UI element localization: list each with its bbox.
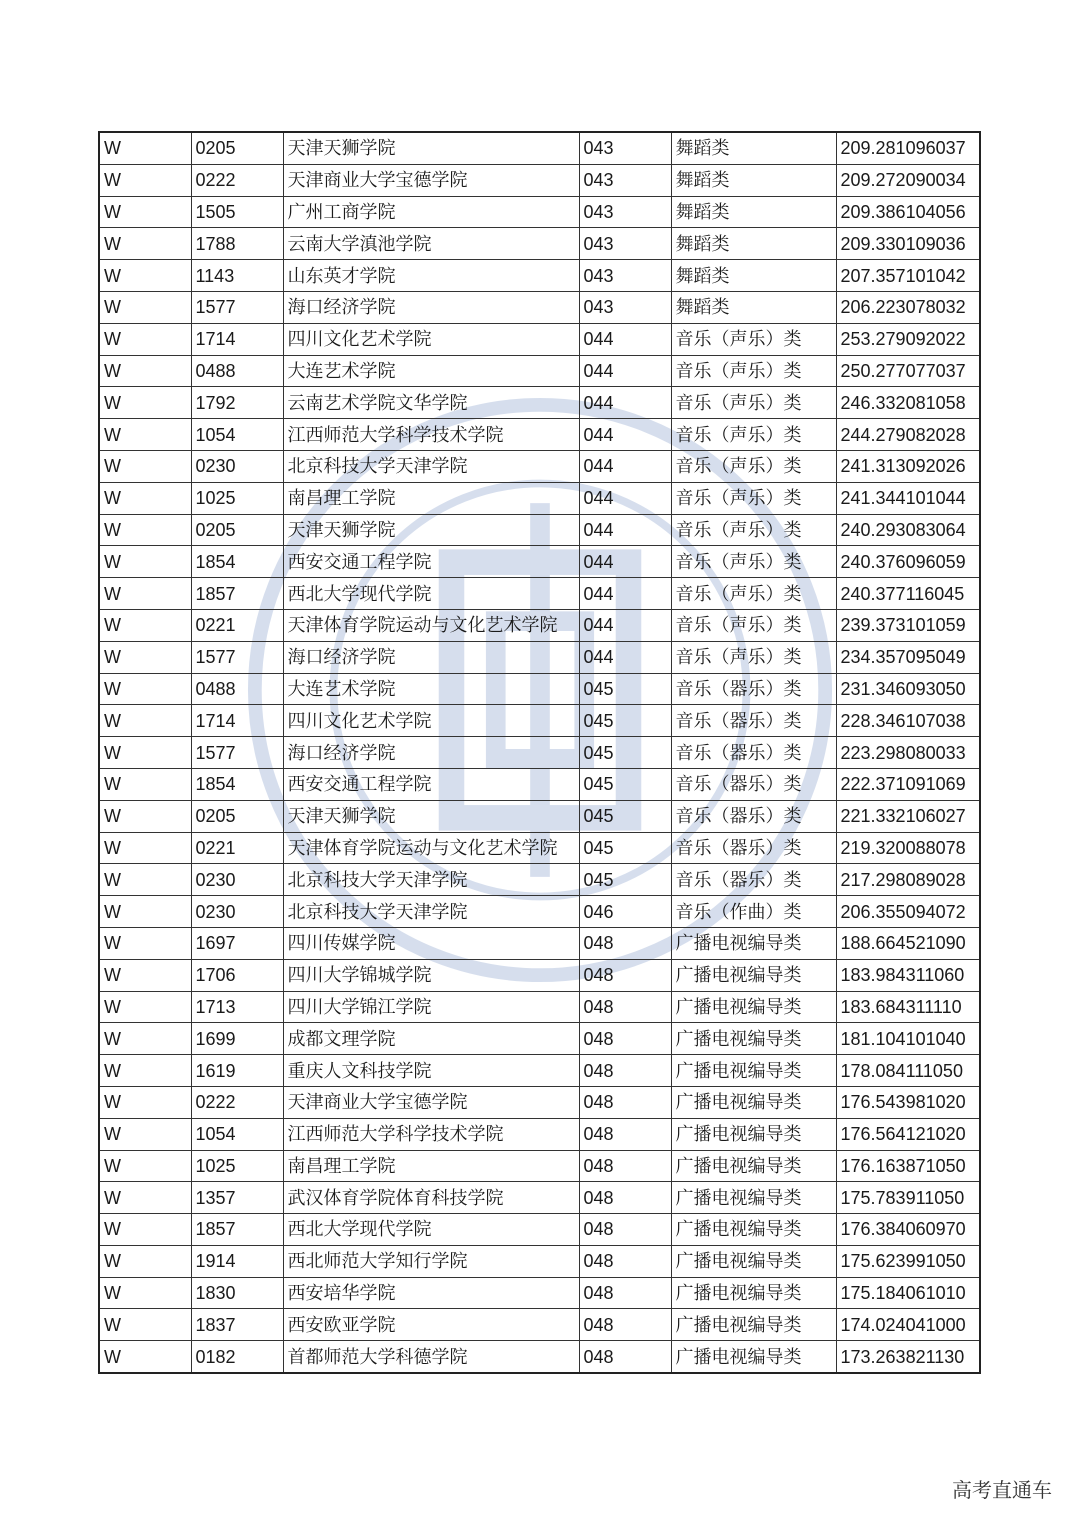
score-cell: 222.371091069 — [836, 768, 980, 800]
table-row — [99, 419, 980, 451]
batch-cell: W — [99, 927, 191, 959]
school-name-cell: 西北大学现代学院 — [283, 578, 579, 610]
school-name-cell: 天津商业大学宝德学院 — [283, 1086, 579, 1118]
batch-cell: W — [99, 1182, 191, 1214]
category-code-cell: 043 — [579, 228, 671, 260]
school-name-cell: 重庆人文科技学院 — [283, 1055, 579, 1087]
table-row — [99, 800, 980, 832]
batch-cell: W — [99, 132, 191, 164]
category-name-cell: 音乐（器乐）类 — [671, 737, 836, 769]
table-row — [99, 1118, 980, 1150]
batch-cell: W — [99, 991, 191, 1023]
school-name-cell: 西安交通工程学院 — [283, 546, 579, 578]
score-cell: 206.355094072 — [836, 896, 980, 928]
school-code-cell: 0205 — [191, 514, 283, 546]
category-code-cell: 048 — [579, 959, 671, 991]
school-name-cell: 江西师范大学科学技术学院 — [283, 1118, 579, 1150]
table-row — [99, 832, 980, 864]
category-code-cell: 044 — [579, 514, 671, 546]
table-row — [99, 1214, 980, 1246]
school-code-cell: 1854 — [191, 768, 283, 800]
batch-cell: W — [99, 196, 191, 228]
category-code-cell: 043 — [579, 291, 671, 323]
school-name-cell: 云南艺术学院文华学院 — [283, 387, 579, 419]
category-code-cell: 048 — [579, 1086, 671, 1118]
category-code-cell: 044 — [579, 482, 671, 514]
batch-cell: W — [99, 450, 191, 482]
table-row — [99, 1182, 980, 1214]
table-row — [99, 609, 980, 641]
score-cell: 176.384060970 — [836, 1214, 980, 1246]
table-row — [99, 1055, 980, 1087]
score-cell: 240.377116045 — [836, 578, 980, 610]
category-name-cell: 音乐（器乐）类 — [671, 864, 836, 896]
category-name-cell: 舞蹈类 — [671, 196, 836, 228]
category-code-cell: 045 — [579, 768, 671, 800]
category-name-cell: 音乐（器乐）类 — [671, 800, 836, 832]
batch-cell: W — [99, 959, 191, 991]
batch-cell: W — [99, 800, 191, 832]
score-cell: 240.293083064 — [836, 514, 980, 546]
category-name-cell: 舞蹈类 — [671, 164, 836, 196]
school-name-cell: 北京科技大学天津学院 — [283, 450, 579, 482]
score-cell: 183.984311060 — [836, 959, 980, 991]
school-code-cell: 1699 — [191, 1023, 283, 1055]
category-name-cell: 广播电视编导类 — [671, 927, 836, 959]
school-code-cell: 0230 — [191, 896, 283, 928]
school-name-cell: 成都文理学院 — [283, 1023, 579, 1055]
score-cell: 209.386104056 — [836, 196, 980, 228]
category-code-cell: 048 — [579, 1341, 671, 1373]
score-cell: 241.344101044 — [836, 482, 980, 514]
table-row — [99, 705, 980, 737]
school-name-cell: 北京科技大学天津学院 — [283, 864, 579, 896]
category-code-cell: 044 — [579, 450, 671, 482]
school-code-cell: 1577 — [191, 291, 283, 323]
table-row — [99, 228, 980, 260]
category-code-cell: 044 — [579, 578, 671, 610]
school-code-cell: 1706 — [191, 959, 283, 991]
school-name-cell: 江西师范大学科学技术学院 — [283, 419, 579, 451]
score-cell: 246.332081058 — [836, 387, 980, 419]
batch-cell: W — [99, 419, 191, 451]
category-name-cell: 舞蹈类 — [671, 228, 836, 260]
school-name-cell: 四川传媒学院 — [283, 927, 579, 959]
score-cell: 228.346107038 — [836, 705, 980, 737]
score-cell: 178.084111050 — [836, 1055, 980, 1087]
school-code-cell: 1505 — [191, 196, 283, 228]
school-code-cell: 1054 — [191, 419, 283, 451]
batch-cell: W — [99, 641, 191, 673]
table-row — [99, 1023, 980, 1055]
score-cell: 223.298080033 — [836, 737, 980, 769]
school-code-cell: 0221 — [191, 609, 283, 641]
score-cell: 221.332106027 — [836, 800, 980, 832]
batch-cell: W — [99, 482, 191, 514]
category-code-cell: 043 — [579, 132, 671, 164]
score-cell: 174.024041000 — [836, 1309, 980, 1341]
batch-cell: W — [99, 768, 191, 800]
school-name-cell: 大连艺术学院 — [283, 355, 579, 387]
category-code-cell: 044 — [579, 387, 671, 419]
school-code-cell: 0230 — [191, 864, 283, 896]
batch-cell: W — [99, 355, 191, 387]
score-cell: 183.684311110 — [836, 991, 980, 1023]
category-name-cell: 广播电视编导类 — [671, 959, 836, 991]
batch-cell: W — [99, 705, 191, 737]
table-row — [99, 641, 980, 673]
table-row — [99, 164, 980, 196]
category-code-cell: 044 — [579, 546, 671, 578]
school-name-cell: 西安欧亚学院 — [283, 1309, 579, 1341]
category-name-cell: 广播电视编导类 — [671, 991, 836, 1023]
table-row — [99, 260, 980, 292]
score-cell: 176.163871050 — [836, 1150, 980, 1182]
category-code-cell: 043 — [579, 260, 671, 292]
table-row — [99, 387, 980, 419]
score-cell: 241.313092026 — [836, 450, 980, 482]
score-cell: 175.623991050 — [836, 1245, 980, 1277]
category-code-cell: 045 — [579, 864, 671, 896]
school-name-cell: 四川大学锦城学院 — [283, 959, 579, 991]
footer-brand-label: 高考直通车 — [952, 1478, 1052, 1502]
score-cell: 244.279082028 — [836, 419, 980, 451]
school-code-cell: 0221 — [191, 832, 283, 864]
batch-cell: W — [99, 1214, 191, 1246]
batch-cell: W — [99, 1055, 191, 1087]
school-code-cell: 1914 — [191, 1245, 283, 1277]
table-row — [99, 1277, 980, 1309]
score-cell: 240.376096059 — [836, 546, 980, 578]
category-name-cell: 音乐（作曲）类 — [671, 896, 836, 928]
school-code-cell: 1054 — [191, 1118, 283, 1150]
table-row — [99, 196, 980, 228]
category-name-cell: 音乐（器乐）类 — [671, 705, 836, 737]
category-code-cell: 044 — [579, 355, 671, 387]
school-code-cell: 0205 — [191, 800, 283, 832]
batch-cell: W — [99, 1277, 191, 1309]
category-code-cell: 048 — [579, 927, 671, 959]
school-code-cell: 1577 — [191, 641, 283, 673]
school-name-cell: 四川文化艺术学院 — [283, 705, 579, 737]
school-code-cell: 1357 — [191, 1182, 283, 1214]
category-name-cell: 音乐（声乐）类 — [671, 355, 836, 387]
school-name-cell: 云南大学滇池学院 — [283, 228, 579, 260]
batch-cell: W — [99, 291, 191, 323]
category-name-cell: 广播电视编导类 — [671, 1118, 836, 1150]
category-name-cell: 广播电视编导类 — [671, 1309, 836, 1341]
school-code-cell: 0222 — [191, 1086, 283, 1118]
score-cell: 209.330109036 — [836, 228, 980, 260]
table-row — [99, 514, 980, 546]
category-name-cell: 广播电视编导类 — [671, 1023, 836, 1055]
category-name-cell: 广播电视编导类 — [671, 1086, 836, 1118]
category-code-cell: 048 — [579, 1245, 671, 1277]
score-cell: 176.564121020 — [836, 1118, 980, 1150]
batch-cell: W — [99, 1341, 191, 1373]
school-name-cell: 海口经济学院 — [283, 641, 579, 673]
category-code-cell: 045 — [579, 673, 671, 705]
school-code-cell: 1854 — [191, 546, 283, 578]
school-name-cell: 南昌理工学院 — [283, 1150, 579, 1182]
category-name-cell: 音乐（声乐）类 — [671, 514, 836, 546]
school-name-cell: 大连艺术学院 — [283, 673, 579, 705]
score-cell: 231.346093050 — [836, 673, 980, 705]
category-code-cell: 045 — [579, 705, 671, 737]
school-code-cell: 1714 — [191, 705, 283, 737]
school-name-cell: 天津体育学院运动与文化艺术学院 — [283, 832, 579, 864]
category-code-cell: 044 — [579, 419, 671, 451]
table-row — [99, 896, 980, 928]
category-name-cell: 音乐（声乐）类 — [671, 482, 836, 514]
category-name-cell: 广播电视编导类 — [671, 1341, 836, 1373]
school-name-cell: 海口经济学院 — [283, 291, 579, 323]
score-cell: 250.277077037 — [836, 355, 980, 387]
table-row — [99, 864, 980, 896]
category-name-cell: 广播电视编导类 — [671, 1150, 836, 1182]
school-name-cell: 西安交通工程学院 — [283, 768, 579, 800]
category-code-cell: 045 — [579, 737, 671, 769]
school-code-cell: 1714 — [191, 323, 283, 355]
score-cell: 175.184061010 — [836, 1277, 980, 1309]
school-code-cell: 1713 — [191, 991, 283, 1023]
school-code-cell: 1792 — [191, 387, 283, 419]
category-code-cell: 048 — [579, 991, 671, 1023]
school-name-cell: 北京科技大学天津学院 — [283, 896, 579, 928]
table-row — [99, 991, 980, 1023]
table-row — [99, 959, 980, 991]
table-row — [99, 482, 980, 514]
category-code-cell: 045 — [579, 800, 671, 832]
school-code-cell: 0488 — [191, 673, 283, 705]
batch-cell: W — [99, 164, 191, 196]
category-name-cell: 音乐（声乐）类 — [671, 419, 836, 451]
category-name-cell: 舞蹈类 — [671, 291, 836, 323]
category-code-cell: 046 — [579, 896, 671, 928]
category-code-cell: 048 — [579, 1150, 671, 1182]
score-cell: 207.357101042 — [836, 260, 980, 292]
category-name-cell: 音乐（器乐）类 — [671, 768, 836, 800]
category-code-cell: 043 — [579, 164, 671, 196]
batch-cell: W — [99, 609, 191, 641]
school-code-cell: 1025 — [191, 1150, 283, 1182]
school-code-cell: 0230 — [191, 450, 283, 482]
school-name-cell: 南昌理工学院 — [283, 482, 579, 514]
school-code-cell: 1857 — [191, 578, 283, 610]
batch-cell: W — [99, 323, 191, 355]
school-name-cell: 首都师范大学科德学院 — [283, 1341, 579, 1373]
batch-cell: W — [99, 514, 191, 546]
category-name-cell: 音乐（声乐）类 — [671, 387, 836, 419]
score-cell: 217.298089028 — [836, 864, 980, 896]
category-code-cell: 048 — [579, 1023, 671, 1055]
batch-cell: W — [99, 1023, 191, 1055]
category-name-cell: 音乐（器乐）类 — [671, 673, 836, 705]
batch-cell: W — [99, 1309, 191, 1341]
category-code-cell: 044 — [579, 609, 671, 641]
school-code-cell: 1025 — [191, 482, 283, 514]
batch-cell: W — [99, 1150, 191, 1182]
batch-cell: W — [99, 387, 191, 419]
school-name-cell: 西安培华学院 — [283, 1277, 579, 1309]
category-name-cell: 广播电视编导类 — [671, 1214, 836, 1246]
category-code-cell: 044 — [579, 323, 671, 355]
table-row — [99, 578, 980, 610]
school-name-cell: 天津体育学院运动与文化艺术学院 — [283, 609, 579, 641]
table-row — [99, 291, 980, 323]
table-row — [99, 1150, 980, 1182]
school-code-cell: 1619 — [191, 1055, 283, 1087]
school-code-cell: 0182 — [191, 1341, 283, 1373]
score-cell: 175.783911050 — [836, 1182, 980, 1214]
category-code-cell: 048 — [579, 1118, 671, 1150]
admission-score-table — [98, 131, 981, 1374]
category-name-cell: 音乐（声乐）类 — [671, 641, 836, 673]
table-row — [99, 927, 980, 959]
category-name-cell: 舞蹈类 — [671, 260, 836, 292]
school-name-cell: 西北大学现代学院 — [283, 1214, 579, 1246]
score-cell: 188.664521090 — [836, 927, 980, 959]
school-name-cell: 武汉体育学院体育科技学院 — [283, 1182, 579, 1214]
table-row — [99, 768, 980, 800]
score-cell: 176.543981020 — [836, 1086, 980, 1118]
school-name-cell: 海口经济学院 — [283, 737, 579, 769]
score-cell: 206.223078032 — [836, 291, 980, 323]
category-name-cell: 音乐（声乐）类 — [671, 609, 836, 641]
school-name-cell: 四川大学锦江学院 — [283, 991, 579, 1023]
table-row — [99, 1341, 980, 1373]
school-name-cell: 山东英才学院 — [283, 260, 579, 292]
batch-cell: W — [99, 864, 191, 896]
category-code-cell: 045 — [579, 832, 671, 864]
school-name-cell: 天津商业大学宝德学院 — [283, 164, 579, 196]
category-name-cell: 广播电视编导类 — [671, 1182, 836, 1214]
score-cell: 239.373101059 — [836, 609, 980, 641]
batch-cell: W — [99, 1086, 191, 1118]
school-code-cell: 1577 — [191, 737, 283, 769]
category-name-cell: 广播电视编导类 — [671, 1277, 836, 1309]
school-code-cell: 1857 — [191, 1214, 283, 1246]
table-row — [99, 673, 980, 705]
batch-cell: W — [99, 1118, 191, 1150]
school-name-cell: 四川文化艺术学院 — [283, 323, 579, 355]
category-code-cell: 044 — [579, 641, 671, 673]
category-code-cell: 048 — [579, 1277, 671, 1309]
school-name-cell: 天津天狮学院 — [283, 132, 579, 164]
category-code-cell: 048 — [579, 1182, 671, 1214]
table-row — [99, 132, 980, 164]
batch-cell: W — [99, 578, 191, 610]
table-row — [99, 546, 980, 578]
school-name-cell: 广州工商学院 — [283, 196, 579, 228]
school-name-cell: 天津天狮学院 — [283, 800, 579, 832]
batch-cell: W — [99, 673, 191, 705]
school-code-cell: 1837 — [191, 1309, 283, 1341]
school-code-cell: 0488 — [191, 355, 283, 387]
score-cell: 209.272090034 — [836, 164, 980, 196]
school-code-cell: 1830 — [191, 1277, 283, 1309]
table-row — [99, 1086, 980, 1118]
score-cell: 219.320088078 — [836, 832, 980, 864]
score-cell: 253.279092022 — [836, 323, 980, 355]
batch-cell: W — [99, 260, 191, 292]
school-name-cell: 天津天狮学院 — [283, 514, 579, 546]
category-name-cell: 音乐（声乐）类 — [671, 323, 836, 355]
school-code-cell: 1788 — [191, 228, 283, 260]
batch-cell: W — [99, 832, 191, 864]
table-row — [99, 323, 980, 355]
score-cell: 173.263821130 — [836, 1341, 980, 1373]
table-row — [99, 1245, 980, 1277]
batch-cell: W — [99, 737, 191, 769]
school-code-cell: 1143 — [191, 260, 283, 292]
category-name-cell: 音乐（声乐）类 — [671, 578, 836, 610]
table-row — [99, 450, 980, 482]
school-code-cell: 1697 — [191, 927, 283, 959]
table-row — [99, 1309, 980, 1341]
score-cell: 234.357095049 — [836, 641, 980, 673]
category-code-cell: 048 — [579, 1309, 671, 1341]
category-name-cell: 音乐（声乐）类 — [671, 450, 836, 482]
school-code-cell: 0222 — [191, 164, 283, 196]
batch-cell: W — [99, 546, 191, 578]
category-code-cell: 048 — [579, 1055, 671, 1087]
table-row — [99, 355, 980, 387]
table-row — [99, 737, 980, 769]
category-name-cell: 音乐（器乐）类 — [671, 832, 836, 864]
school-code-cell: 0205 — [191, 132, 283, 164]
category-name-cell: 广播电视编导类 — [671, 1245, 836, 1277]
score-cell: 181.104101040 — [836, 1023, 980, 1055]
batch-cell: W — [99, 228, 191, 260]
score-cell: 209.281096037 — [836, 132, 980, 164]
category-name-cell: 舞蹈类 — [671, 132, 836, 164]
category-code-cell: 048 — [579, 1214, 671, 1246]
school-name-cell: 西北师范大学知行学院 — [283, 1245, 579, 1277]
table-body — [99, 132, 980, 1373]
category-code-cell: 043 — [579, 196, 671, 228]
batch-cell: W — [99, 896, 191, 928]
batch-cell: W — [99, 1245, 191, 1277]
category-name-cell: 广播电视编导类 — [671, 1055, 836, 1087]
category-name-cell: 音乐（声乐）类 — [671, 546, 836, 578]
